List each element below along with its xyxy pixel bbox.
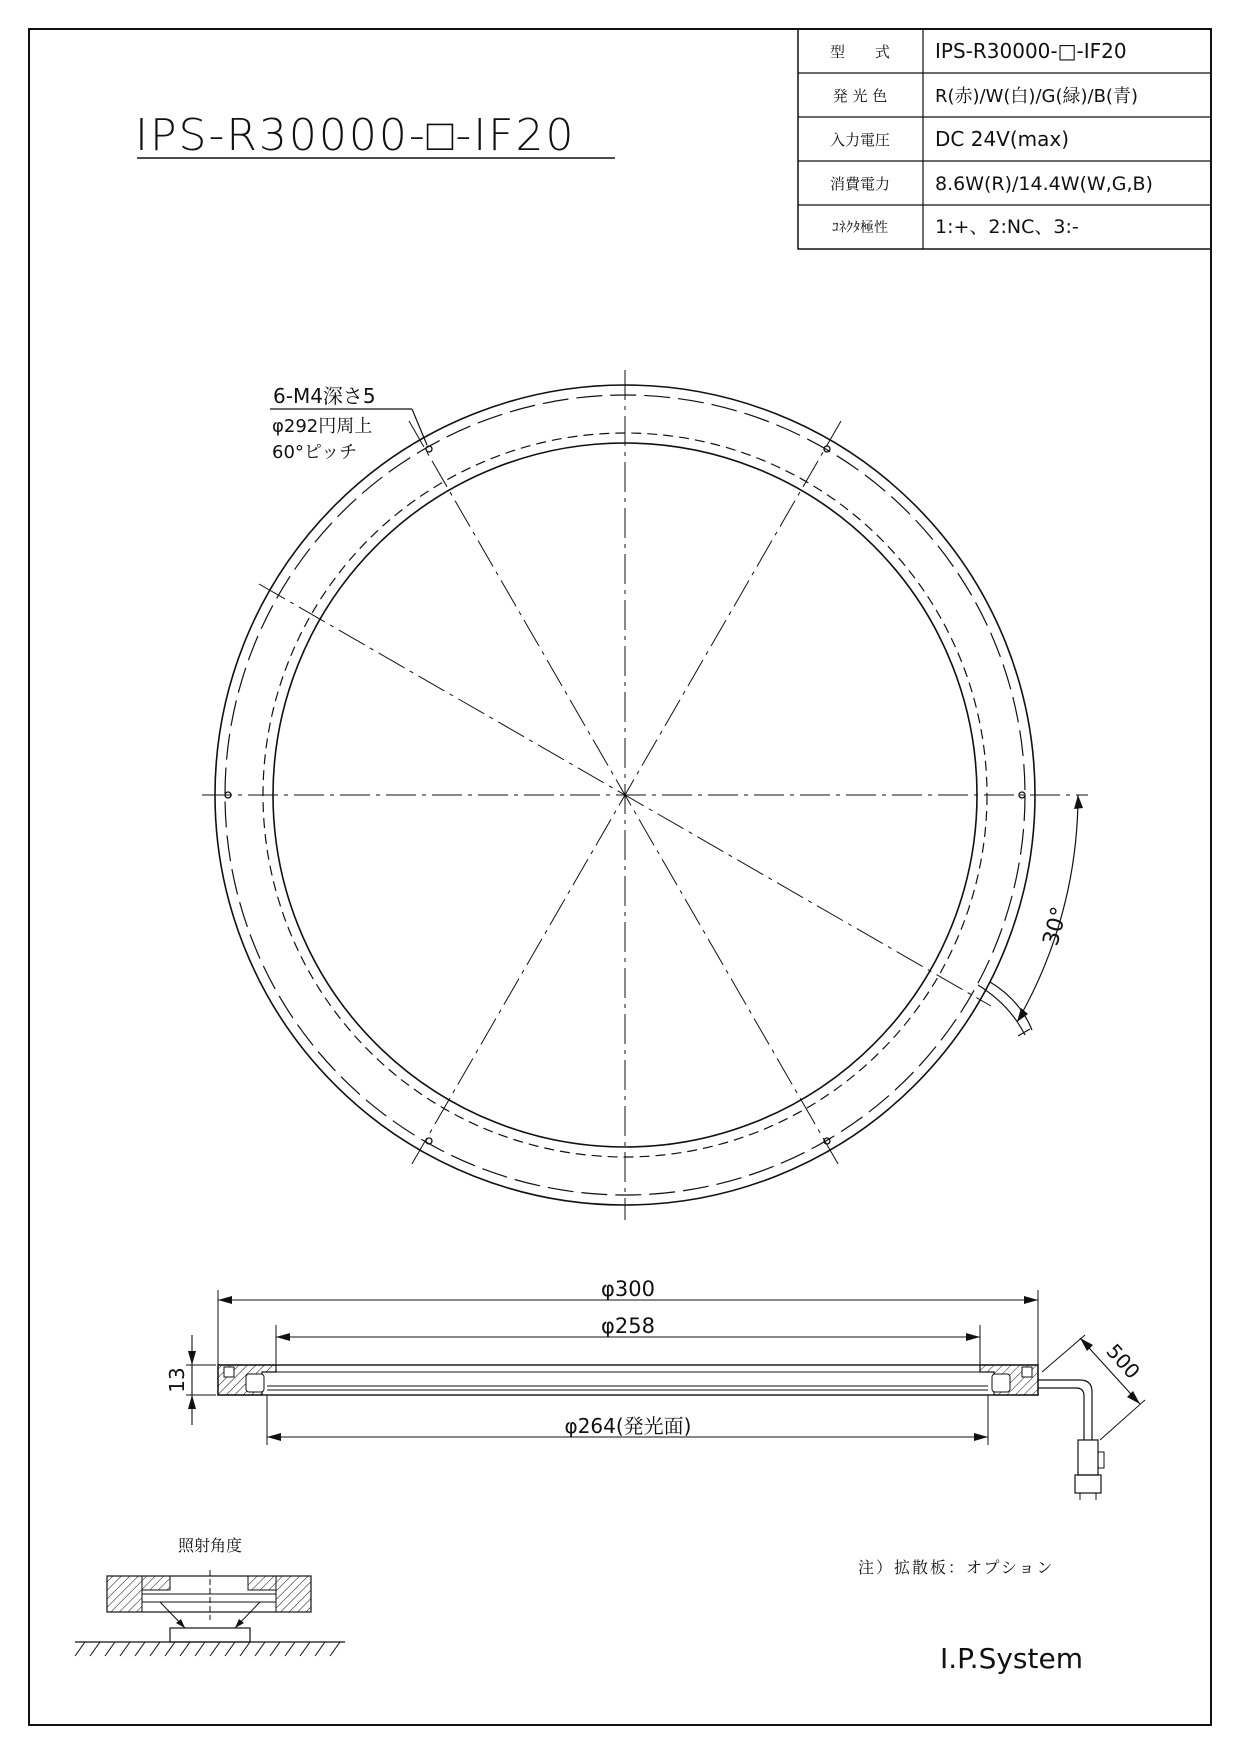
spec-label-type: 型 式 [829, 43, 891, 61]
drawing-frame [29, 29, 1211, 1725]
hole-note-line3: 60°ピッチ [272, 442, 358, 463]
dim-height: 13 [165, 1367, 189, 1393]
dim-inner-diameter: φ258 [601, 1314, 655, 1338]
spec-value-polarity: 1:+、2:NC、3:- [935, 216, 1079, 238]
hole-note-line1: 6-M4深さ5 [273, 384, 376, 408]
spec-label-power: 消費電力 [829, 175, 891, 193]
dim-emitting-diameter: φ264(発光面) [564, 1414, 692, 1438]
spec-label-voltage: 入力電圧 [829, 131, 891, 149]
hole-callout [270, 384, 427, 463]
drawing-title: IPS-R30000-□-IF20 [135, 110, 576, 161]
diffuser-note: 注）拡散板：オプション [858, 1558, 1055, 1577]
spec-value-color: R(赤)/W(白)/G(緑)/B(青) [935, 86, 1138, 107]
spec-value-power: 8.6W(R)/14.4W(W,G,B) [935, 173, 1153, 195]
hole-note-line2: φ292円周上 [272, 416, 373, 437]
angle-arrowhead [1074, 795, 1083, 809]
ring-plan-view [202, 370, 1088, 1220]
spec-value-voltage: DC 24V(max) [935, 127, 1070, 151]
spec-table [798, 29, 1211, 249]
connector-icon [1075, 1440, 1104, 1500]
dim-cable-length: 500 [1101, 1339, 1145, 1384]
dim-outer-diameter: φ300 [601, 1277, 655, 1301]
angle-arrowhead [1017, 1008, 1028, 1022]
spec-value-type: IPS-R30000-□-IF20 [935, 39, 1127, 63]
irradiation-diagram [75, 1536, 345, 1656]
spec-label-polarity: ｺﾈｸﾀ極性 [832, 220, 888, 236]
ring-side-view [165, 1277, 1145, 1500]
angle-label: 30° [1038, 904, 1073, 949]
irradiation-label: 照射角度 [177, 1536, 243, 1555]
spec-label-color: 発 光 色 [832, 87, 888, 105]
company-name: I.P.System [940, 1642, 1083, 1675]
